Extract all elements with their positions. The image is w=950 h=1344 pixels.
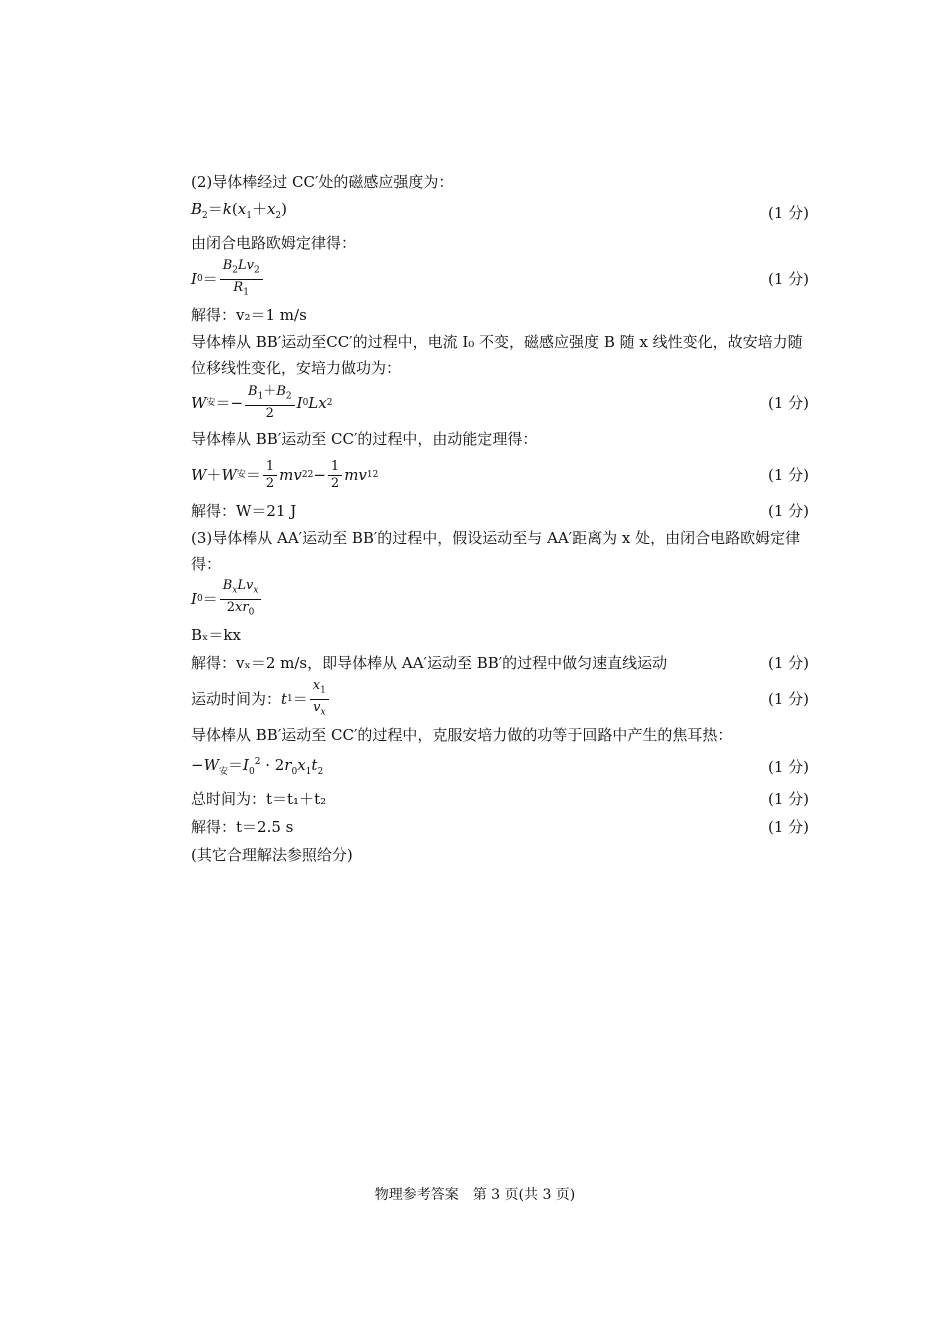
score-label: (1 分)	[767, 502, 809, 520]
score-label: (1 分)	[767, 394, 809, 412]
text-ampere-work-intro: 导体棒从 BB′运动至CC′的过程中，电流 I₀ 不变，磁感应强度 B 随 x 线性变化，故安培力随位移线性变化，安培力做功为：	[191, 333, 803, 377]
score-label: (1 分)	[767, 758, 809, 776]
score-label: (1 分)	[767, 466, 809, 484]
formula-t1: 运动时间为： t 1 ＝ $\frac{x_1}{v_x}$	[191, 678, 331, 720]
line-ohm-law	[191, 229, 809, 257]
score-label: (1 分)	[767, 790, 809, 808]
line-joule-heat-intro	[191, 721, 809, 749]
line-i0-formula	[191, 257, 809, 301]
text-part3-intro: (3)导体棒从 AA′运动至 BB′的过程中，假设运动至与 AA′距离为 x 处，由闭合电路欧姆定律得：	[191, 529, 801, 573]
formula-i0: I 0 ＝ $\frac{B_2Lv_2}{R_1}$	[191, 258, 265, 300]
line-v2-result	[191, 301, 809, 329]
line-other-methods-note	[191, 841, 809, 869]
answer-content	[191, 168, 809, 869]
text-joule-heat-intro: 导体棒从 BB′运动至 CC′的过程中，克服安培力做的功等于回路中产生的焦耳热：	[191, 726, 733, 744]
line-energy-formula	[191, 453, 809, 497]
score-label: (1 分)	[767, 203, 809, 222]
text-total-time: 总时间为：t＝t₁＋t₂	[191, 790, 327, 808]
line-joule-heat-formula	[191, 749, 809, 785]
formula-i0-x: I 0 ＝ $\frac{B_xLv_x}{2xr_0}$	[191, 578, 263, 620]
text-part2-intro: (2)导体棒经过 CC′处的磁感应强度为：	[191, 173, 454, 191]
line-i0-formula-2	[191, 577, 809, 621]
line-part2-intro	[191, 168, 809, 196]
formula-energy: W ＋ W 安 ＝ $\frac{1}{2}$ mv 2 2 − $\frac{1}{2}$ mv 1 2	[191, 458, 379, 491]
text-t-result: 解得：t＝2.5 s	[191, 818, 294, 836]
text-t1-label: 运动时间为：	[191, 690, 282, 708]
text-v2-result: 解得：v₂＝1 m/s	[191, 306, 307, 324]
line-t1-formula	[191, 677, 809, 721]
line-bx-formula	[191, 621, 809, 649]
line-ampere-work-intro	[191, 329, 809, 381]
score-label: (1 分)	[767, 690, 809, 708]
text-ohm-law: 由闭合电路欧姆定律得：	[191, 234, 357, 252]
line-t-result	[191, 813, 809, 841]
formula-b2: $B_2=k(x_1+x_2)$	[191, 200, 288, 221]
formula-joule-heat: $-W_安=I_0^2 \cdot 2r_0x_1t_2$	[191, 756, 324, 777]
page-footer: 物理参考答案 第 3 页(共 3 页)	[374, 1187, 576, 1203]
line-total-time	[191, 785, 809, 813]
formula-w-ampere: W 安 ＝− $\frac{B_1+B_2}{2}$ I 0 Lx 2	[191, 384, 333, 421]
score-label: (1 分)	[767, 270, 809, 288]
text-other-methods-note: (其它合理解法参照给分)	[191, 846, 353, 864]
line-kinetic-theorem	[191, 425, 809, 453]
text-vx-result: 解得：vₓ＝2 m/s，即导体棒从 AA′运动至 BB′的过程中做匀速直线运动	[191, 654, 668, 672]
formula-bx: Bₓ＝kx	[191, 626, 241, 644]
score-label: (1 分)	[767, 818, 809, 836]
line-vx-result	[191, 649, 809, 677]
line-w-result	[191, 497, 809, 525]
line-w-ampere-formula	[191, 381, 809, 425]
text-kinetic-theorem: 导体棒从 BB′运动至 CC′的过程中，由动能定理得：	[191, 430, 538, 448]
score-label: (1 分)	[767, 654, 809, 672]
line-part3-intro	[191, 525, 809, 577]
text-w-result: 解得：W＝21 J	[191, 502, 297, 520]
line-b2-formula	[191, 196, 809, 229]
